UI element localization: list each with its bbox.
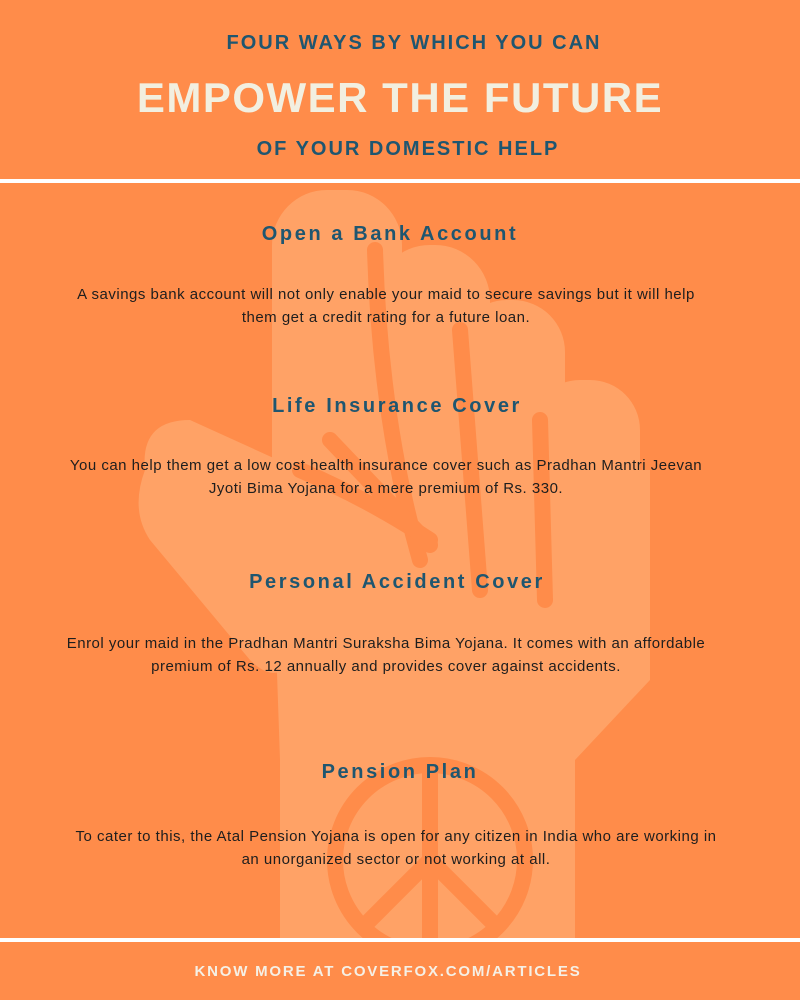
section-heading-pension-plan: Pension Plan [321,761,479,783]
section-heading-personal-accident: Personal Accident Cover [249,571,545,593]
divider-bottom [0,938,800,942]
footer-link[interactable]: KNOW MORE AT COVERFOX.COM/ARTICLES [194,963,582,980]
pre-title: FOUR WAYS BY WHICH YOU CAN [226,32,602,54]
section-body-personal-accident: Enrol your maid in the Pradhan Mantri Suraksha Bima Yojana. It comes with an affordable premium of Rs. 12 annually and provides cover against accidents. [66,635,706,675]
post-title: OF YOUR DOMESTIC HELP [256,138,560,160]
section-heading-life-insurance: Life Insurance Cover [272,395,522,417]
divider-top [0,179,800,183]
section-body-life-insurance: You can help them get a low cost health insurance cover such as Pradhan Mantri Jeevan Jyoti Bima Yojana for a mere premium of Rs. 330. [69,457,703,497]
section-heading-bank-account: Open a Bank Account [261,223,519,245]
section-body-pension-plan: To cater to this, the Atal Pension Yojana is open for any citizen in India who are working in an unorganized sector or not working at all. [75,828,717,868]
section-body-bank-account: A savings bank account will not only enable your maid to secure savings but it will help them get a credit rating for a future loan. [77,286,695,326]
page-title: EMPOWER THE FUTURE [136,74,664,121]
